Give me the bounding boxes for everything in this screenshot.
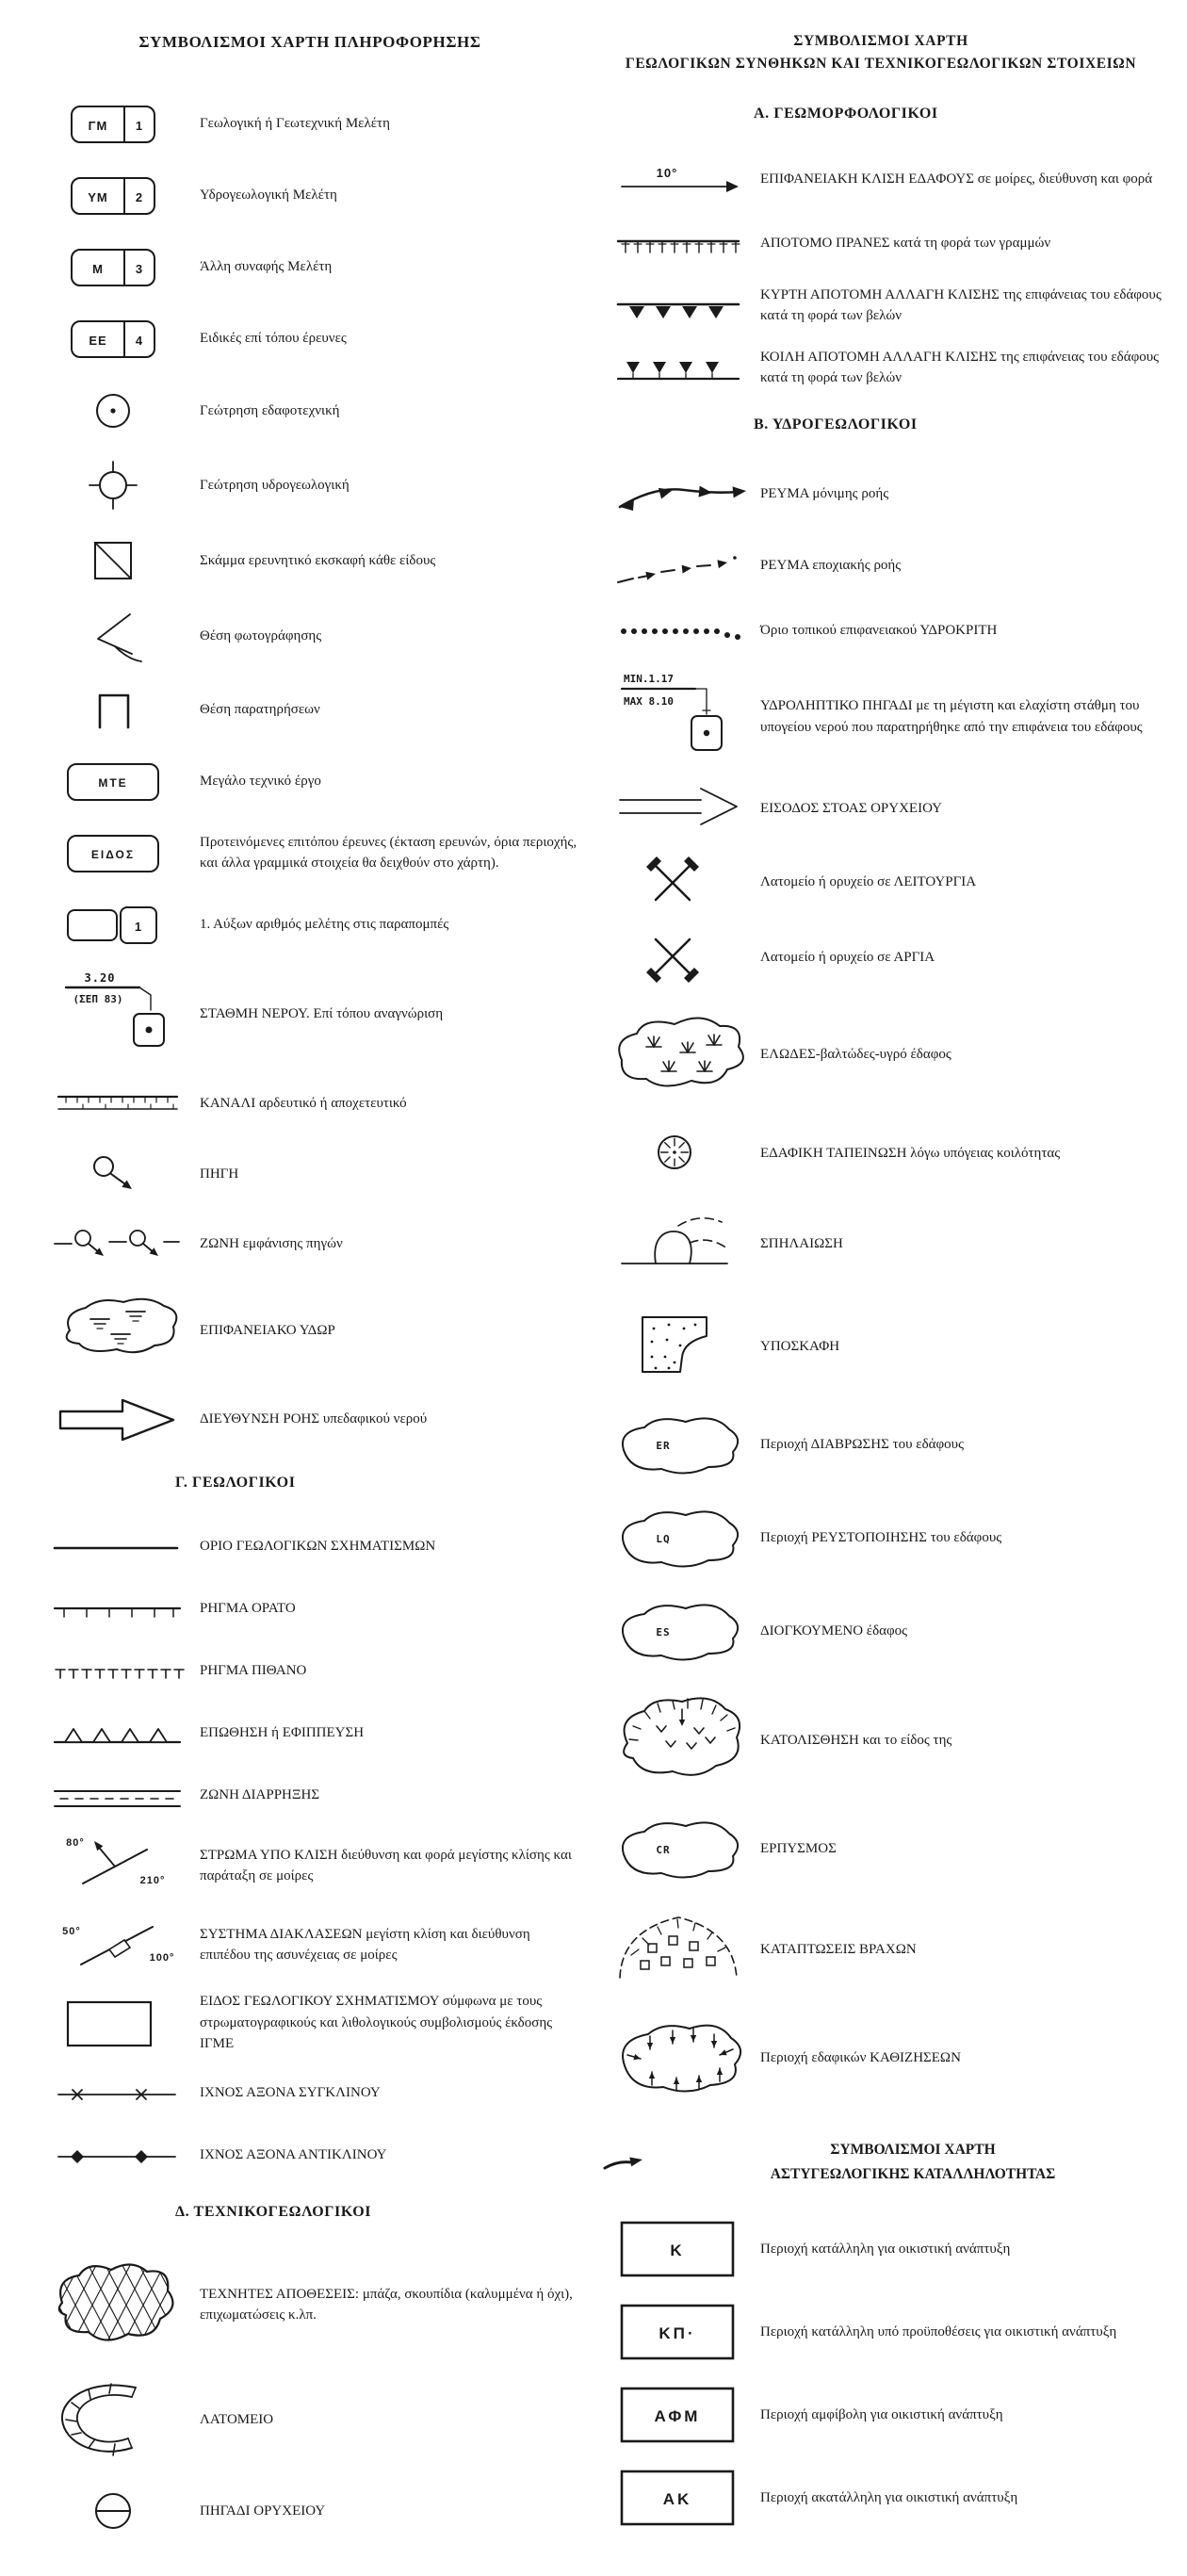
legend-symbol: [595, 926, 760, 988]
legend-item: [32, 1584, 588, 1633]
legend-label: ΕΙΣΟΔΟΣ ΣΤΟΑΣ ΟΡΥΧΕΙΟΥ: [760, 800, 943, 816]
legend-item: [595, 607, 1166, 654]
svg-text:3.20: 3.20: [84, 971, 115, 986]
legend-item: [32, 2251, 588, 2359]
subheader-line1: ΣΥΜΒΟΛΙΣΜΟΙ ΧΑΡΤΗ: [830, 2142, 996, 2159]
label-box-icon: [34, 823, 199, 882]
legend-label: ΥΠΟΣΚΑΦΗ: [760, 1339, 840, 1355]
legend-label: Προτεινόμενες επιτόπου έρευνες (έκταση ερευνών, όρια περιοχής, και άλλα γραμμικά στοιχεία θα δειχθούν στο χάρτη).: [200, 834, 577, 872]
split-box-icon: [34, 237, 199, 296]
legend-symbol: [32, 1584, 200, 1633]
svg-text:ΜΤΕ: ΜΤΕ: [97, 776, 128, 791]
legend-symbol: [595, 537, 760, 594]
legend-symbol: [32, 381, 200, 441]
strike-dip-icon: [34, 1833, 199, 1899]
section-header: Β. ΥΔΡΟΓΕΩΛΟΓΙΚΟΙ: [754, 416, 918, 433]
legend-item: [32, 2480, 588, 2542]
legend-symbol: [32, 1074, 200, 1133]
legend-symbol: [595, 779, 760, 838]
legend-label: ΟΡΙΟ ΓΕΩΛΟΓΙΚΩΝ ΣΧΗΜΑΤΙΣΜΩΝ: [200, 1539, 436, 1555]
legend-symbol: [32, 1708, 200, 1757]
legend-item: [32, 1074, 588, 1133]
hammers-up-icon: [595, 851, 760, 913]
legend-item: [595, 1498, 1166, 1578]
labeled-blob-icon: [595, 1809, 760, 1889]
svg-text:Κ: Κ: [670, 2242, 685, 2260]
legend-symbol: [32, 2372, 200, 2467]
square-diagonal-icon: [34, 530, 199, 592]
legend-item: [595, 1302, 1166, 1392]
watershed-dots-icon: [595, 607, 760, 654]
label-rect-icon: [595, 2463, 760, 2533]
legend-symbol: [595, 1002, 760, 1107]
legend-symbol: [32, 166, 200, 224]
legend-symbol: [32, 2130, 200, 2179]
label-rect-icon: [595, 2380, 760, 2450]
legend-symbol: [595, 464, 760, 524]
circle-dot-icon: [34, 381, 199, 441]
sinkhole-icon: [595, 1120, 760, 1186]
legend-label: Θέση παρατηρήσεων: [200, 702, 320, 718]
legend-item: [32, 752, 588, 810]
rockfall-fan-icon: [595, 1902, 760, 1997]
legend-item: [595, 537, 1166, 594]
legend-symbol: [595, 2214, 760, 2284]
water-blob-icon: [34, 1285, 199, 1375]
legend-item: [32, 605, 588, 667]
legend-label: Γεώτρηση υδρογεωλογική: [200, 478, 350, 494]
legend-label: Περιοχή κατάλληλη για οικιστική ανάπτυξη: [760, 2241, 1011, 2257]
legend-symbol: [595, 1498, 760, 1578]
urban-suitability-subheader: [595, 2138, 1166, 2186]
legend-label: Γεωλογική ή Γεωτεχνική Μελέτη: [200, 116, 390, 132]
legend-symbol: [32, 967, 200, 1061]
split-box-icon: [34, 309, 199, 367]
legend-item: [32, 1833, 588, 1899]
labeled-blob-icon: [595, 1498, 760, 1578]
legend-item: [595, 2010, 1166, 2106]
urban-suitability-subheader-text: [659, 2138, 1166, 2186]
legend-item: [595, 851, 1166, 913]
legend-label: Λατομείο ή ορυχείο σε ΛΕΙΤΟΥΡΓΙΑ: [760, 873, 977, 889]
labeled-blob-icon: [595, 1591, 760, 1671]
spring-zone-icon: [34, 1215, 199, 1272]
rupture-zone-icon: [34, 1770, 199, 1819]
svg-text:ΑΚ: ΑΚ: [662, 2490, 692, 2509]
right-column-title-line1: ΣΥΜΒΟΛΙΣΜΟΙ ΧΑΡΤΗ: [793, 33, 968, 49]
legend-symbol: [595, 1685, 760, 1796]
svg-text:10°: 10°: [656, 166, 678, 181]
spring-icon: [34, 1146, 199, 1202]
right-column-title-line2: ΓΕΩΛΟΓΙΚΩΝ ΣΥΝΘΗΚΩΝ ΚΑΙ ΤΕΧΝΙΚΟΓΕΩΛΟΓΙΚΩΝ ΣΤΟΙΧΕΙΩΝ: [625, 56, 1137, 73]
legend-label: ΡΕΥΜΑ εποχιακής ροής: [760, 557, 902, 573]
legend-item: [595, 1199, 1166, 1289]
legend-item: [595, 667, 1166, 766]
legend-symbol: [595, 153, 760, 205]
svg-text:MAX 8.10: MAX 8.10: [624, 695, 674, 709]
legend-label: Σκάμμα ερευνητικό εκσκαφή κάθε είδους: [200, 553, 436, 569]
legend-item: [32, 1146, 588, 1202]
legend-item: [32, 237, 588, 296]
legend-symbol: [32, 454, 200, 516]
legend-label: ΕΠΩΘΗΣΗ ή ΕΦΙΠΠΕΥΣΗ: [200, 1725, 365, 1741]
legend-item: [595, 926, 1166, 988]
legend-symbol: [595, 2297, 760, 2367]
svg-text:MIN.1.17: MIN.1.17: [624, 673, 674, 686]
legend-symbol: [32, 1833, 200, 1899]
legend-symbol: [32, 1388, 200, 1450]
svg-text:ΑΦΜ: ΑΦΜ: [654, 2407, 701, 2426]
legend-symbol: [32, 1912, 200, 1978]
legend-label: ΠΗΓΗ: [200, 1166, 239, 1182]
legend-item: [595, 153, 1166, 205]
cave-icon: [595, 1199, 760, 1289]
seasonal-stream-icon: [595, 537, 760, 594]
legend-item: [595, 464, 1166, 524]
label-box-icon: [34, 752, 199, 810]
legend-item: [32, 1215, 588, 1272]
hammers-down-icon: [595, 926, 760, 988]
quarry-horseshoe-icon: [34, 2372, 199, 2467]
legend-label: ΔΙΟΓΚΟΥΜΕΝΟ έδαφος: [760, 1623, 908, 1639]
svg-text:3: 3: [135, 262, 143, 277]
legend-symbol: [32, 1646, 200, 1695]
legend-item: [595, 2214, 1166, 2284]
legend-label: ΚΟΙΛΗ ΑΠΟΤΟΜΗ ΑΛΛΑΓΗ ΚΛΙΣΗΣ της επιφάνειας του εδάφους κατά τη φορά των βελών: [760, 349, 1160, 386]
left-legend-entries: [32, 94, 588, 2542]
legend-item: [32, 1646, 588, 1695]
legend-symbol: [32, 823, 200, 882]
legend-label: Άλλη συναφής Μελέτη: [200, 259, 333, 275]
legend-symbol: [595, 851, 760, 913]
legend-item: [595, 1902, 1166, 1997]
legend-symbol: [595, 1120, 760, 1186]
legend-symbol: [595, 1405, 760, 1485]
perm-stream-icon: [595, 464, 760, 524]
label-rect-icon: [595, 2297, 760, 2367]
svg-text:CR: CR: [656, 1844, 671, 1857]
legend-symbol: [32, 1522, 200, 1571]
legend-label: Θέση φωτογράφησης: [200, 628, 322, 644]
svg-text:2: 2: [135, 190, 143, 205]
right-legend-entries: [595, 106, 1166, 2533]
legend-label: ΕΙΔΟΣ ΓΕΩΛΟΓΙΚΟΥ ΣΧΗΜΑΤΙΣΜΟΥ σύμφωνα με τους στρωματογραφικούς και λιθολογικούς συμβολισμούς έκδοσης ΙΓΜΕ: [200, 1994, 553, 2052]
legend-label: ΠΗΓΑΔΙ ΟΡΥΧΕΙΟΥ: [200, 2503, 326, 2519]
legend-symbol: [32, 680, 200, 739]
legend-label: ΡΕΥΜΑ μόνιμης ροής: [760, 485, 889, 501]
legend-symbol: [32, 530, 200, 592]
legend-item: [595, 281, 1166, 330]
legend-item: [595, 779, 1166, 838]
legend-symbol: [595, 343, 760, 392]
legend-item: [32, 1991, 588, 2055]
legend-item: [595, 343, 1166, 392]
undercut-icon: [595, 1302, 760, 1392]
legend-item: [32, 1522, 588, 1571]
legend-label: ΚΑΝΑΛΙ αρδευτικό ή αποχετευτικό: [200, 1096, 407, 1112]
legend-item: [595, 2297, 1166, 2367]
svg-text:ES: ES: [656, 1626, 671, 1639]
ref-box-icon: [34, 895, 199, 954]
svg-text:80°: 80°: [65, 1837, 85, 1850]
hydro-well-icon: [595, 667, 760, 766]
legend-item: [32, 1912, 588, 1978]
legend-label: Περιοχή αμφίβολη για οικιστική ανάπτυξη: [760, 2406, 1003, 2422]
circle-cross-icon: [34, 454, 199, 516]
convex-break-icon: [595, 281, 760, 330]
canal-icon: [34, 1074, 199, 1133]
legend-label: ΕΡΠΥΣΜΟΣ: [760, 1841, 837, 1857]
legend-item: [595, 219, 1166, 268]
legend-symbol: [595, 1809, 760, 1889]
legend-item: [32, 2372, 588, 2467]
split-box-icon: [34, 94, 199, 153]
legend-item: [32, 94, 588, 153]
legend-label: ΚΥΡΤΗ ΑΠΟΤΟΜΗ ΑΛΛΑΓΗ ΚΛΙΣΗΣ της επιφάνειας του εδάφους κατά τη φορά των βελών: [760, 286, 1162, 324]
svg-text:LQ: LQ: [656, 1533, 671, 1546]
legend-item: [32, 680, 588, 739]
legend-item: [595, 1685, 1166, 1796]
legend-symbol: [32, 94, 200, 153]
legend-label: ΚΑΤΟΛΙΣΘΗΣΗ και το είδος της: [760, 1732, 952, 1748]
legend-symbol: [595, 607, 760, 654]
legend-label: Μεγάλο τεχνικό έργο: [200, 774, 321, 790]
fault-visible-icon: [34, 1584, 199, 1633]
landslide-blob-icon: [595, 1685, 760, 1796]
svg-text:50°: 50°: [61, 1926, 81, 1938]
labeled-blob-icon: [595, 1405, 760, 1485]
legend-item: [595, 1809, 1166, 1889]
legend-label: ΔΙΕΥΘΥΝΣΗ ΡΟΗΣ υπεδαφικού νερού: [200, 1411, 428, 1427]
legend-label: ΣΠΗΛΑΙΩΣΗ: [760, 1236, 843, 1252]
legend-symbol: [32, 2251, 200, 2359]
legend-label: ΥΔΡΟΛΗΠΤΙΚΟ ΠΗΓΑΔΙ με τη μέγιστη και ελαχίστη στάθμη του υπογείου νερού που παρατηρήθηκε από την επιφάνεια του εδάφους: [760, 698, 1143, 735]
legend-label: ΣΥΣΤΗΜΑ ΔΙΑΚΛΑΣΕΩΝ μεγίστη κλίση και διεύθυνση επιπέδου της ασυνέχειας σε μοίρες: [200, 1926, 530, 1964]
section-header: Δ. ΤΕΧΝΙΚΟΓΕΩΛΟΓΙΚΟΙ: [175, 2203, 372, 2220]
legend-label: ΕΠΙΦΑΝΕΙΑΚΟ ΥΔΩΡ: [200, 1322, 335, 1338]
steep-slope-icon: [595, 219, 760, 268]
joint-set-icon: [34, 1912, 199, 1978]
flow-arrow-icon: [34, 1388, 199, 1450]
legend-item: [595, 2380, 1166, 2450]
svg-text:ER: ER: [656, 1440, 671, 1453]
left-column-title: ΣΥΜΒΟΛΙΣΜΟΙ ΧΑΡΤΗ ΠΛΗΡΟΦΟΡΗΣΗΣ: [138, 33, 481, 51]
thrust-line-icon: [34, 1708, 199, 1757]
legend-symbol: [32, 1215, 200, 1272]
techfill-blob-icon: [34, 2251, 199, 2359]
svg-text:210°: 210°: [139, 1875, 165, 1887]
legend-item: [32, 1708, 588, 1757]
legend-item: [595, 1405, 1166, 1485]
water-level-icon: [34, 967, 199, 1061]
svg-text:Μ: Μ: [91, 262, 104, 277]
photo-angle-icon: [34, 605, 199, 667]
legend-symbol: [32, 2068, 200, 2117]
legend-item: [595, 1120, 1166, 1186]
syncline-axis-icon: [34, 2068, 199, 2117]
legend-symbol: [595, 1902, 760, 1997]
subsidence-blob-icon: [595, 2010, 760, 2106]
legend-label: Περιοχή ΔΙΑΒΡΩΣΗΣ του εδάφους: [760, 1437, 965, 1453]
info-map-legend-column: [32, 24, 588, 2555]
label-rect-icon: [595, 2214, 760, 2284]
legend-symbol: [32, 1285, 200, 1375]
legend-symbol: [32, 309, 200, 367]
svg-text:ΥΜ: ΥΜ: [87, 190, 108, 205]
svg-text:ΕΕ: ΕΕ: [88, 334, 107, 349]
legend-label: ΣΤΡΩΜΑ ΥΠΟ ΚΛΙΣΗ διεύθυνση και φορά μεγίστης κλίσης και παράταξη σε μοίρες: [200, 1847, 572, 1884]
legend-symbol: [595, 2463, 760, 2533]
legend-label: ΡΗΓΜΑ ΠΙΘΑΝΟ: [200, 1663, 307, 1679]
legend-item: [32, 823, 588, 882]
legend-item: [32, 381, 588, 441]
legend-label: ΤΕΧΝΗΤΕΣ ΑΠΟΘΕΣΕΙΣ: μπάζα, σκουπίδια (καλυμμένα ή όχι), επιχωματώσεις κ.λπ.: [200, 2286, 573, 2323]
legend-item: [32, 1388, 588, 1450]
legend-label: ΑΠΟΤΟΜΟ ΠΡΑΝΕΣ κατά τη φορά των γραμμών: [760, 235, 1051, 251]
split-box-icon: [34, 166, 199, 224]
slope-arrow-icon: [595, 153, 760, 205]
legend-item: [32, 454, 588, 516]
marsh-blob-icon: [595, 1002, 760, 1107]
legend-item: [32, 2130, 588, 2179]
legend-item: [32, 967, 588, 1061]
legend-item: [595, 2463, 1166, 2533]
svg-text:ΓΜ: ΓΜ: [88, 119, 107, 134]
legend-symbol: [32, 752, 200, 810]
anticline-axis-icon: [34, 2130, 199, 2179]
legend-label: ΕΔΑΦΙΚΗ ΤΑΠΕΙΝΩΣΗ λόγω υπόγειας κοιλότητας: [760, 1145, 1061, 1161]
concave-break-icon: [595, 343, 760, 392]
legend-label: Περιοχή ακατάλληλη για οικιστική ανάπτυξη: [760, 2489, 1018, 2505]
legend-label: Περιοχή εδαφικών ΚΑΘΙΖΗΣΕΩΝ: [760, 2049, 961, 2065]
legend-item: [32, 1770, 588, 1819]
legend-item: [595, 1002, 1166, 1107]
legend-label: ΖΩΝΗ εμφάνισης πηγών: [200, 1236, 343, 1252]
legend-item: [32, 309, 588, 367]
svg-text:(ΣΕΠ 83): (ΣΕΠ 83): [73, 993, 122, 1006]
legend-symbol: [595, 1199, 760, 1289]
fault-probable-icon: [34, 1646, 199, 1695]
legend-label: 1. Αύξων αριθμός μελέτης στις παραπομπές: [200, 917, 449, 933]
legend-label: ΚΑΤΑΠΤΩΣΕΙΣ ΒΡΑΧΩΝ: [760, 1941, 917, 1957]
rect-outline-icon: [34, 1992, 199, 2054]
legend-symbol: [595, 281, 760, 330]
legend-label: ΣΤΑΘΜΗ ΝΕΡΟΥ. Επί τόπου αναγνώριση: [200, 1006, 444, 1022]
legend-item: [595, 1591, 1166, 1671]
mine-well-icon: [34, 2480, 199, 2542]
legend-symbol: [595, 1591, 760, 1671]
svg-text:ΕΙΔΟΣ: ΕΙΔΟΣ: [90, 848, 135, 862]
legend-symbol: [32, 237, 200, 296]
legend-item: [32, 1285, 588, 1375]
legend-label: ΖΩΝΗ ΔΙΑΡΡΗΞΗΣ: [200, 1787, 320, 1803]
legend-label: Γεώτρηση εδαφοτεχνική: [200, 403, 340, 419]
legend-symbol: [32, 1992, 200, 2054]
subheader-line2: ΑΣΤΥΓΕΩΛΟΓΙΚΗΣ ΚΑΤΑΛΛΗΛΟΤΗΤΑΣ: [770, 2165, 1056, 2182]
legend-label: ΡΗΓΜΑ ΟΡΑΤΟ: [200, 1601, 296, 1617]
legend-symbol: [595, 1302, 760, 1392]
adit-entrance-icon: [595, 779, 760, 838]
legend-label: Λατομείο ή ορυχείο σε ΑΡΓΙΑ: [760, 949, 935, 965]
section-header: Γ. ΓΕΩΛΟΓΙΚΟΙ: [175, 1475, 296, 1492]
svg-text:1: 1: [135, 119, 143, 134]
svg-text:ΚΠ·: ΚΠ·: [659, 2324, 696, 2343]
legend-item: [32, 895, 588, 954]
legend-label: ΛΑΤΟΜΕΙΟ: [200, 2411, 274, 2427]
legend-label: ΕΛΩΔΕΣ-βαλτώδες-υγρό έδαφος: [760, 1046, 951, 1062]
legend-label: ΙΧΝΟΣ ΑΞΟΝΑ ΣΥΓΚΛΙΝΟΥ: [200, 2084, 381, 2100]
legend-label: Όριο τοπικού επιφανειακού ΥΔΡΟΚΡΙΤΗ: [760, 622, 998, 638]
urban-suitability-arrow-icon: [595, 2147, 656, 2177]
legend-label: Υδρογεωλογική Μελέτη: [200, 187, 337, 204]
legend-symbol: [32, 605, 200, 667]
legend-symbol: [595, 219, 760, 268]
legend-symbol: [32, 895, 200, 954]
legend-symbol: [32, 2480, 200, 2542]
legend-label: Ειδικές επί τόπου έρευνες: [200, 331, 347, 347]
legend-label: Περιοχή κατάλληλη υπό προϋποθέσεις για οικιστική ανάπτυξη: [760, 2323, 1117, 2340]
svg-text:1: 1: [134, 920, 142, 935]
right-column-title: [595, 30, 1166, 75]
section-header: Α. ΓΕΩΜΟΡΦΟΛΟΓΙΚΟΙ: [754, 106, 938, 122]
legend-symbol: [595, 667, 760, 766]
legend-item: [32, 2068, 588, 2117]
legend-label: ΕΠΙΦΑΝΕΙΑΚΗ ΚΛΙΣΗ ΕΔΑΦΟΥΣ σε μοίρες, διεύθυνση και φορά: [760, 171, 1153, 187]
legend-label: ΙΧΝΟΣ ΑΞΟΝΑ ΑΝΤΙΚΛΙΝΟΥ: [200, 2146, 387, 2162]
legend-symbol: [595, 2010, 760, 2106]
svg-text:4: 4: [135, 334, 143, 349]
legend-symbol: [32, 1770, 200, 1819]
legend-symbol: [32, 1146, 200, 1202]
legend-symbol: [595, 2380, 760, 2450]
svg-text:100°: 100°: [149, 1952, 174, 1965]
solid-line-icon: [34, 1522, 199, 1571]
geo-conditions-legend-column: [595, 24, 1166, 2546]
pi-glyph-icon: [34, 680, 199, 739]
legend-item: [32, 530, 588, 592]
legend-label: Περιοχή ΡΕΥΣΤΟΠΟΙΗΣΗΣ του εδάφους: [760, 1530, 1002, 1546]
legend-item: [32, 166, 588, 224]
